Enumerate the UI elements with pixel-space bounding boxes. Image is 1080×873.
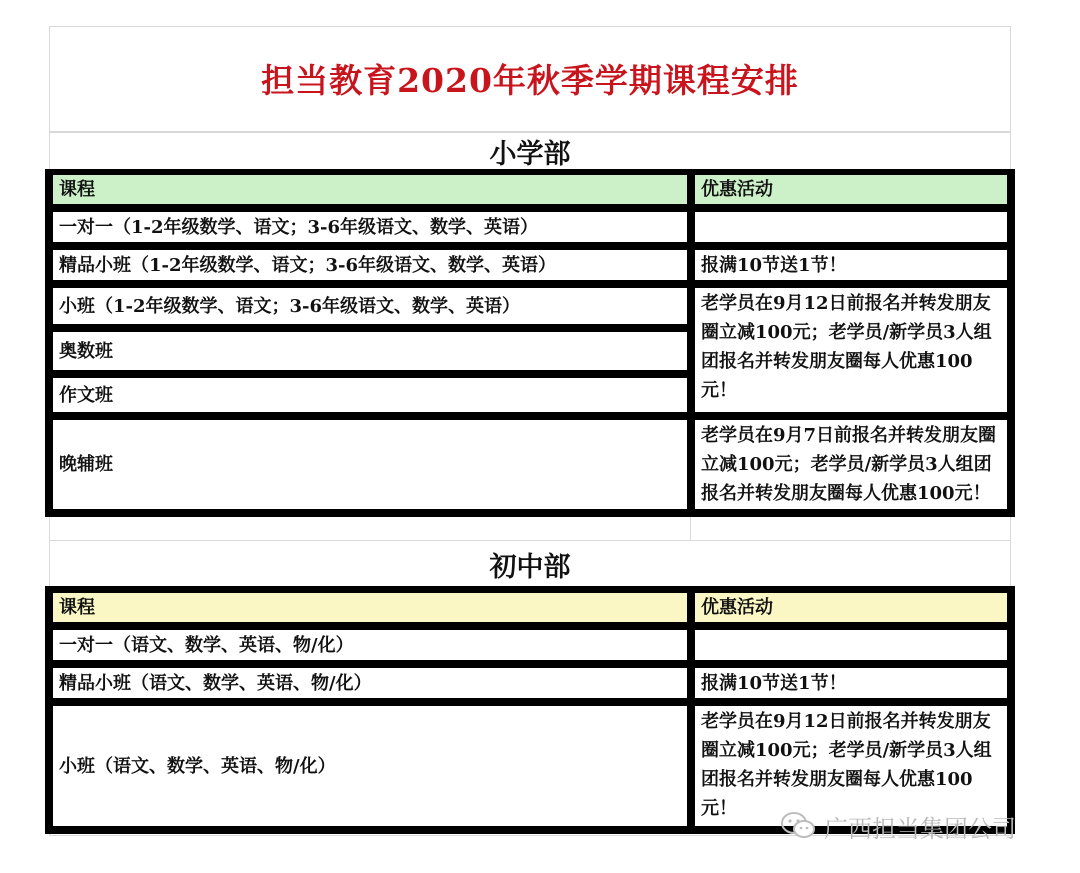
promo-cell: 老学员在9月7日前报名并转发朋友圈立减100元；老学员/新学员3人组团报名并转发朋友圈每人优惠100元！ bbox=[695, 420, 1007, 509]
header-course: 课程 bbox=[53, 175, 687, 204]
primary-table bbox=[45, 169, 1015, 517]
promo-cell: 老学员在9月12日前报名并转发朋友圈立减100元；老学员/新学员3人组团报名并转发朋友圈每人优惠100元！ bbox=[695, 706, 1007, 826]
course-cell: 晚辅班 bbox=[53, 420, 687, 509]
wechat-icon bbox=[780, 811, 816, 841]
section-title-primary: 小学部 bbox=[489, 138, 571, 170]
course-cell: 一对一（1-2年级数学、语文；3-6年级语文、数学、英语） bbox=[53, 212, 687, 242]
page-title: 担当教育2020年秋季学期课程安排 bbox=[49, 26, 1011, 132]
watermark-text: 广西担当集团公司 bbox=[824, 814, 1016, 843]
promo-cell bbox=[695, 212, 1007, 242]
course-cell: 奥数班 bbox=[53, 332, 687, 370]
watermark bbox=[780, 810, 1016, 842]
header-promo: 优惠活动 bbox=[695, 175, 1007, 204]
course-cell: 作文班 bbox=[53, 378, 687, 412]
gridline bbox=[690, 516, 691, 540]
header-promo: 优惠活动 bbox=[695, 593, 1007, 622]
course-cell: 一对一（语文、数学、英语、物/化） bbox=[53, 630, 687, 660]
course-cell: 小班（1-2年级数学、语文；3-6年级语文、数学、英语） bbox=[53, 288, 687, 324]
promo-cell-merged: 老学员在9月12日前报名并转发朋友圈立减100元；老学员/新学员3人组团报名并转发朋友圈每人优惠100元！ bbox=[695, 288, 1007, 412]
promo-cell: 报满10节送1节！ bbox=[695, 250, 1007, 280]
course-cell: 精品小班（语文、数学、英语、物/化） bbox=[53, 668, 687, 698]
course-cell: 小班（语文、数学、英语、物/化） bbox=[53, 706, 687, 826]
middle-table bbox=[45, 586, 1015, 834]
promo-cell: 报满10节送1节！ bbox=[695, 668, 1007, 698]
gridline bbox=[49, 540, 1011, 541]
course-cell: 精品小班（1-2年级数学、语文；3-6年级语文、数学、英语） bbox=[53, 250, 687, 280]
header-course: 课程 bbox=[53, 593, 687, 622]
section-title-middle: 初中部 bbox=[489, 551, 571, 583]
promo-cell bbox=[695, 630, 1007, 660]
